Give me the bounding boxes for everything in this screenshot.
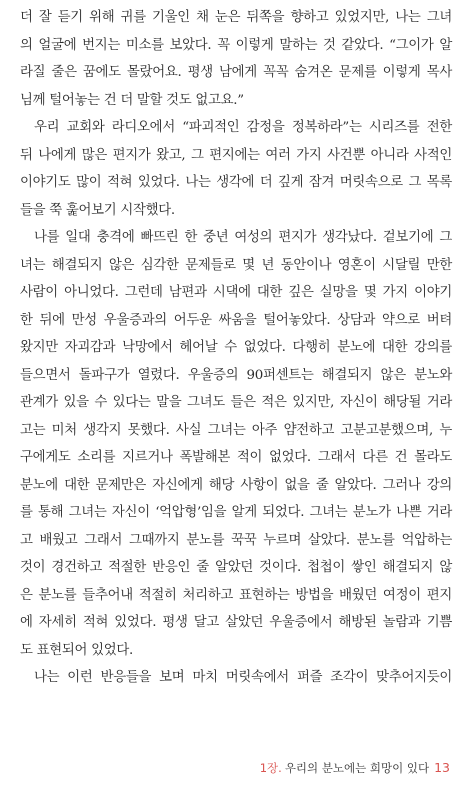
text-line: 님께 털어놓는 건 더 말할 것도 없고요.” (20, 92, 244, 108)
text-line: 한 뒤에 만성 우울증과의 어두운 싸움을 털어놓았다. 상담과 약으로 버텨 (20, 312, 452, 328)
text-line: 이야기도 많이 적혀 있었다. 나는 생각에 더 깊게 잠겨 머릿속으로 그 목록 (20, 175, 452, 190)
text-line: 사람이 아니었다. 그런데 남편과 시댁에 대한 깊은 실망을 몇 가지 이야기 (20, 285, 452, 300)
text-line: 왔지만 자괴감과 낙망에서 헤어날 수 없었다. 다행히 분노에 대한 강의를 (20, 340, 452, 355)
text-line: 더 잘 듣기 위해 귀를 기울인 채 눈은 뒤쪽을 향하고 있었지만, 나는 그녀 (20, 10, 452, 25)
paragraph-1 (20, 4, 452, 114)
text-line: 고는 미처 생각지 못했다. 사실 그녀는 아주 얌전하고 고분고분했으며, 누 (20, 422, 452, 438)
text-line: 분노에 대한 문제만은 자신에게 해당 사항이 없을 줄 알았다. 그러나 강의 (20, 477, 452, 493)
text-line: 우리 교회와 라디오에서 “파괴적인 감정을 정복하라”는 시리즈를 전한 (34, 120, 452, 135)
paragraph-2 (20, 114, 452, 224)
book-page-body (20, 4, 452, 692)
text-line: 나를 일대 충격에 빠뜨린 한 중년 여성의 편지가 생각났다. 겉보기에 그 (34, 230, 452, 245)
paragraph-3 (20, 224, 452, 664)
text-line: 의 얼굴에 번지는 미소를 보았다. 꼭 이렇게 말하는 것 같았다. “그이가 알 (20, 37, 452, 53)
text-line: 것이 경건하고 적절한 반응인 줄 알았던 것이다. 첩첩이 쌓인 해결되지 않 (20, 560, 452, 575)
text-line: 들을 쭉 훑어보기 시작했다. (20, 202, 175, 218)
text-line: 들으면서 돌파구가 열렸다. 우울증의 90퍼센트는 해결되지 않은 분노와 (20, 367, 452, 383)
paragraph-4 (20, 664, 452, 692)
text-line: 라질 줄은 꿈에도 몰랐어요. 평생 남에게 꼭꼭 숨겨온 문제를 이렇게 목사 (20, 65, 452, 80)
chapter-label: 1장. (259, 761, 282, 775)
text-line: 뒤 나에게 많은 편지가 왔고, 그 편지에는 여러 가지 사건뿐 아니라 사적인 (20, 147, 452, 163)
text-line: 관계가 있을 수 있다는 말을 그녀도 들은 적은 있지만, 자신이 해당될 거라 (20, 395, 452, 410)
chapter-title: 우리의 분노에는 희망이 있다 (284, 761, 430, 775)
text-line: 에 자세히 적혀 있었다. 평생 달고 살았던 우울증에서 해방된 놀람과 기쁨 (20, 615, 452, 630)
text-line: 를 통해 그녀는 자신이 ‘억압형’임을 알게 되었다. 그녀는 분노가 나쁜 거라 (20, 505, 452, 520)
text-line: 구에게도 소리를 지르거나 폭발해본 적이 없었다. 그래서 다른 건 몰라도 (20, 450, 452, 465)
text-line: 도 표현되어 있었다. (20, 642, 133, 658)
text-line: 은 분노를 들추어내 적절히 처리하고 표현하는 방법을 배웠던 여정이 편지 (20, 587, 452, 603)
page-footer (260, 760, 450, 776)
text-line: 녀는 해결되지 않은 심각한 문제들로 몇 년 동안이나 영혼이 시달릴 만한 (20, 257, 452, 273)
text-line: 고 배웠고 그래서 그때까지 분노를 꾹꾹 누르며 살았다. 분노를 억압하는 (20, 532, 452, 548)
text-line: 나는 이런 반응들을 보며 마치 머릿속에서 퍼즐 조각이 맞추어지듯이 (34, 670, 452, 685)
page-number: 13 (434, 760, 450, 775)
